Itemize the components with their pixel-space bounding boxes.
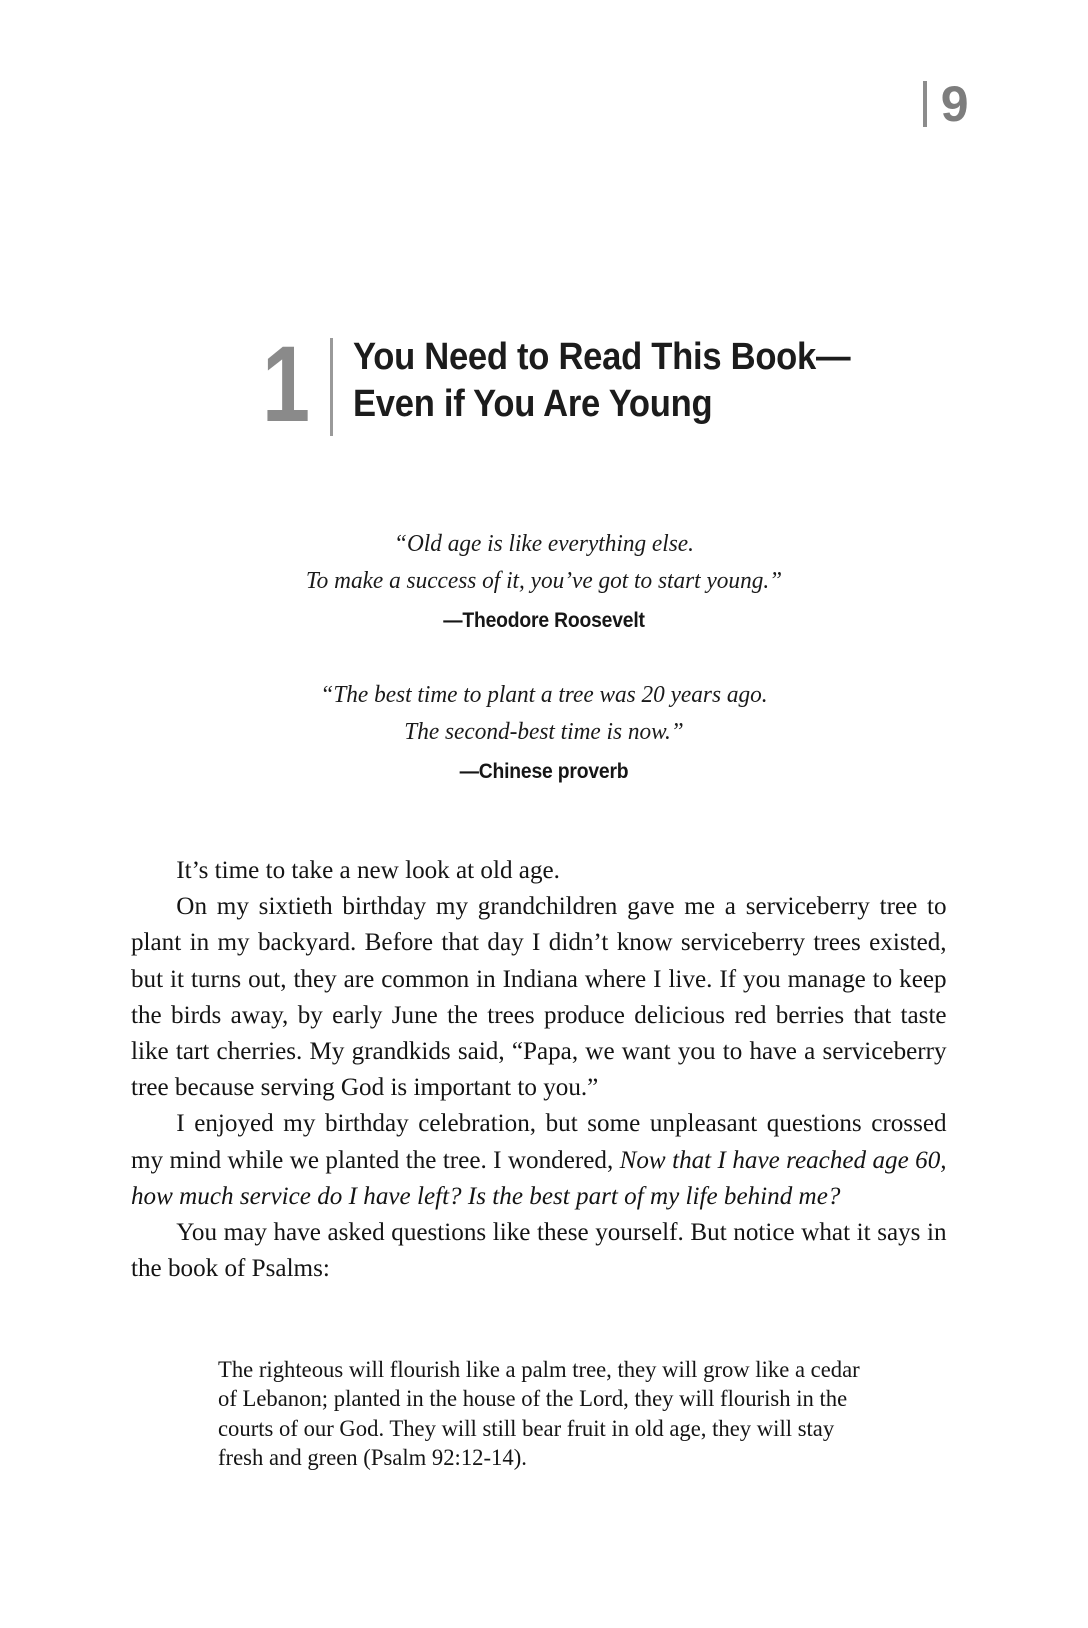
body-paragraph-text: I enjoyed my birthday celebration, but some unpleasant questions crossed my mind while we planted the tree. I wondered, bbox=[131, 1108, 947, 1174]
chapter-header bbox=[262, 323, 899, 453]
scripture-blockquote bbox=[218, 1355, 872, 1473]
folio-rule bbox=[923, 81, 927, 127]
body-paragraph bbox=[131, 1105, 947, 1214]
epigraph-line: The second-best time is now.” bbox=[404, 718, 684, 745]
epigraph-chinese-proverb bbox=[140, 676, 948, 785]
epigraph-attribution: —Chinese proverb bbox=[459, 760, 629, 783]
body-paragraph-italic: Now that I have reached age 60, how much service do I have left? Is the best part of my life behind me? bbox=[131, 1144, 947, 1210]
page-number: 9 bbox=[940, 76, 968, 132]
epigraph-attribution: —Theodore Roosevelt bbox=[443, 609, 645, 632]
folio bbox=[923, 74, 968, 134]
epigraph-group bbox=[140, 525, 948, 785]
chapter-divider-rule bbox=[330, 338, 333, 436]
chapter-title-line-2: Even if You Are Young bbox=[353, 383, 713, 425]
blockquote-text: The righteous will flourish like a palm tree, they will grow like a cedar of Lebanon; planted in the house of the Lord, they will flourish in the courts of our God. They will still bear fruit in old age, they will stay fresh and green (Psalm 92:12-14). bbox=[218, 1357, 860, 1471]
body-text-column bbox=[131, 852, 959, 1286]
epigraph-line: “Old age is like everything else. bbox=[394, 530, 694, 557]
epigraph-line: To make a success of it, you’ve got to start young.” bbox=[305, 567, 783, 594]
body-paragraph: It’s time to take a new look at old age. bbox=[176, 855, 560, 884]
epigraph-roosevelt bbox=[140, 525, 948, 634]
chapter-title-line-1: You Need to Read This Book— bbox=[353, 336, 851, 378]
chapter-title bbox=[353, 334, 850, 428]
body-paragraph: You may have asked questions like these yourself. But notice what it says in the book of Psalms: bbox=[131, 1217, 947, 1283]
chapter-number: 1 bbox=[262, 323, 307, 444]
epigraph-line: “The best time to plant a tree was 20 years ago. bbox=[320, 681, 768, 708]
body-paragraph: On my sixtieth birthday my grandchildren gave me a serviceberry tree to plant in my backyard. Before that day I didn’t know serviceberry trees existed, but it turns out, they are common in Indiana where I live. If you manage to keep the birds away, by early June the trees produce delicious red berries that taste like tart cherries. My grandkids said, “Papa, we want you to have a serviceberry tree because serving God is important to you.” bbox=[131, 891, 947, 1102]
